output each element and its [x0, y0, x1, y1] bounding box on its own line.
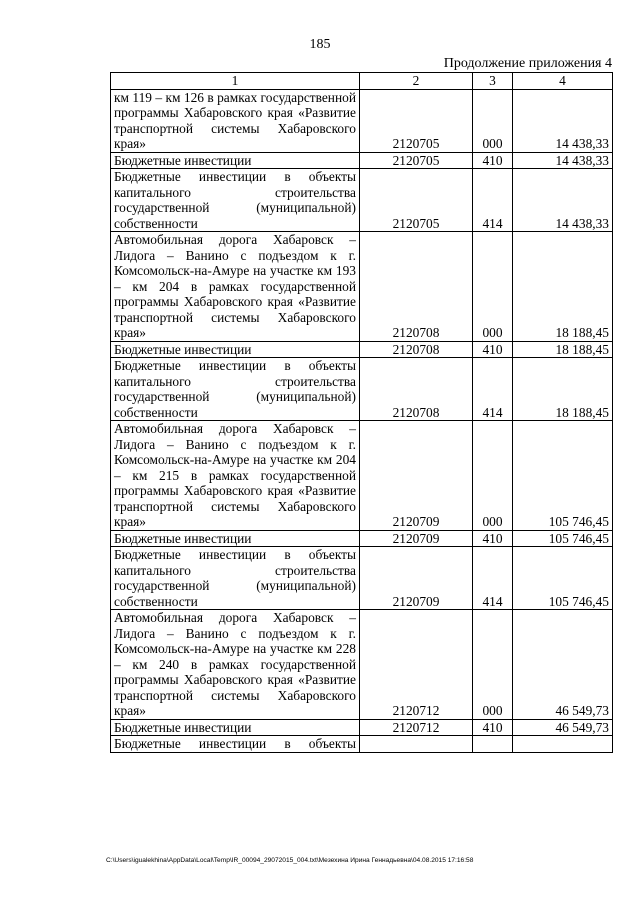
row-amount [513, 736, 613, 753]
table-header-row [111, 73, 613, 90]
row-code: 2120705 [360, 89, 473, 152]
table-row [111, 610, 613, 720]
row-code: 2120709 [360, 547, 473, 610]
row-name: Бюджетные инвестиции [111, 341, 360, 358]
row-amount: 105 746,45 [513, 547, 613, 610]
row-amount: 18 188,45 [513, 358, 613, 421]
row-name: Бюджетные инвестиции [111, 530, 360, 547]
row-amount: 46 549,73 [513, 610, 613, 720]
row-code: 2120709 [360, 530, 473, 547]
column-header-4: 4 [513, 73, 613, 90]
table-row [111, 152, 613, 169]
row-name: Бюджетные инвестиции [111, 719, 360, 736]
row-amount: 14 438,33 [513, 152, 613, 169]
appendix-table [110, 72, 613, 753]
column-header-3: 3 [473, 73, 513, 90]
row-type: 000 [473, 421, 513, 531]
row-name: Бюджетные инвестиции в объекты капитального строительства государственной (муниципальной) собственности [111, 169, 360, 232]
row-name: Бюджетные инвестиции в объекты капитального строительства государственной (муниципальной) собственности [111, 547, 360, 610]
row-code: 2120705 [360, 169, 473, 232]
table-row [111, 530, 613, 547]
row-type: 414 [473, 358, 513, 421]
continuation-label: Продолжение приложения 4 [443, 56, 612, 71]
row-type: 410 [473, 530, 513, 547]
table-row [111, 719, 613, 736]
row-amount: 18 188,45 [513, 341, 613, 358]
row-type: 410 [473, 152, 513, 169]
row-code: 2120708 [360, 358, 473, 421]
row-code: 2120709 [360, 421, 473, 531]
row-name: Автомобильная дорога Хабаровск – Лидога – Ванино с подъездом к г. Комсомольск-на-Амуре на участке км 204 – км 215 в рамках государственной программы Хабаровского края «Развитие транспортной системы Хабаровского края» [111, 421, 360, 531]
column-header-1: 1 [111, 73, 360, 90]
table-row [111, 169, 613, 232]
row-code: 2120712 [360, 719, 473, 736]
row-code: 2120712 [360, 610, 473, 720]
row-amount: 14 438,33 [513, 169, 613, 232]
row-name: Бюджетные инвестиции [111, 152, 360, 169]
row-code: 2120708 [360, 232, 473, 342]
table-row [111, 341, 613, 358]
table-row [111, 736, 613, 753]
row-name: Автомобильная дорога Хабаровск – Лидога – Ванино с подъездом к г. Комсомольск-на-Амуре на участке км 193 – км 204 в рамках государственной программы Хабаровского края «Развитие транспортной системы Хабаровского края» [111, 232, 360, 342]
table-row [111, 232, 613, 342]
table-row [111, 358, 613, 421]
row-amount: 105 746,45 [513, 421, 613, 531]
row-code [360, 736, 473, 753]
row-amount: 14 438,33 [513, 89, 613, 152]
table-row [111, 547, 613, 610]
footer-file-path: C:\Users\igualekhina\AppData\Local\Temp\IR_00094_29072015_004.txt\Мезехина Ирина Геннадьевна\04.08.2015 17:16:58 [106, 857, 474, 864]
row-code: 2120708 [360, 341, 473, 358]
row-type: 000 [473, 232, 513, 342]
row-name: км 119 – км 126 в рамках государственной программы Хабаровского края «Развитие транспортной системы Хабаровского края» [111, 89, 360, 152]
row-amount: 46 549,73 [513, 719, 613, 736]
row-name: Бюджетные инвестиции в объекты [111, 736, 360, 753]
row-type: 410 [473, 719, 513, 736]
row-amount: 18 188,45 [513, 232, 613, 342]
row-name: Бюджетные инвестиции в объекты капитального строительства государственной (муниципальной) собственности [111, 358, 360, 421]
page-number: 185 [309, 37, 331, 52]
row-amount: 105 746,45 [513, 530, 613, 547]
row-type: 414 [473, 547, 513, 610]
row-type: 410 [473, 341, 513, 358]
table-row [111, 89, 613, 152]
row-type: 000 [473, 89, 513, 152]
row-name: Автомобильная дорога Хабаровск – Лидога – Ванино с подъездом к г. Комсомольск-на-Амуре на участке км 228 – км 240 в рамках государственной программы Хабаровского края «Развитие транспортной системы Хабаровского края» [111, 610, 360, 720]
table-row [111, 421, 613, 531]
row-code: 2120705 [360, 152, 473, 169]
row-type [473, 736, 513, 753]
column-header-2: 2 [360, 73, 473, 90]
row-type: 000 [473, 610, 513, 720]
row-type: 414 [473, 169, 513, 232]
